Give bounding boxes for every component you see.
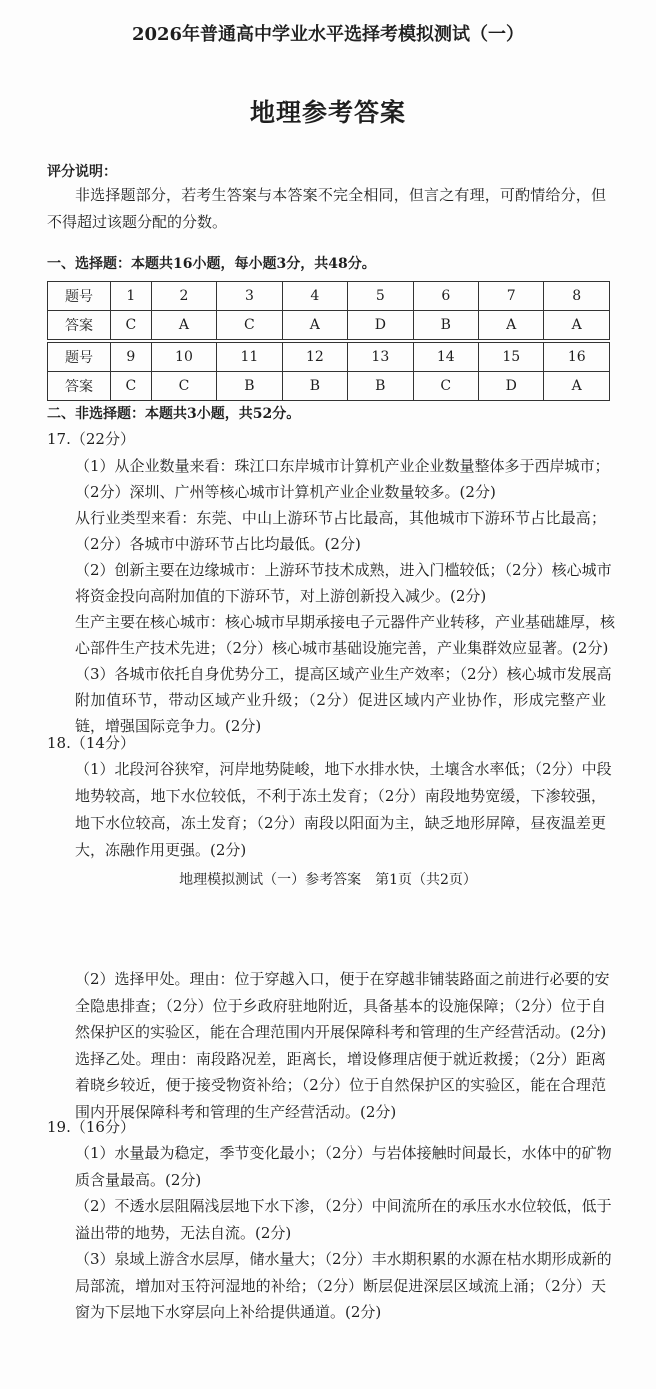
text-line: 然保护区的实验区，能在合理范围内开展保障科考和管理的生产经营活动。(2分) bbox=[75, 1023, 607, 1041]
page-footer: 地理模拟测试（一）参考答案 第1页（共2页） bbox=[179, 872, 477, 888]
text-line: （2分）各城市中游环节占比均最低。(2分) bbox=[75, 535, 361, 553]
text-line: （3）各城市依托自身优势分工，提高区域产业生产效率；（2分）核心城市发展高 bbox=[75, 665, 612, 683]
text-line: 围内开展保障科考和管理的生产经营活动。(2分) bbox=[75, 1102, 397, 1121]
text-line: 窗为下层地下水穿层向上补给提供通道。(2分) bbox=[75, 1303, 382, 1321]
table-cell: 11 bbox=[217, 341, 282, 372]
section1-heading: 一、选择题：本题共16小题，每小题3分，共48分。 bbox=[47, 256, 376, 272]
document-title: 2026年普通高中学业水平选择考模拟测试（一） bbox=[131, 24, 525, 45]
table-cell: 2 bbox=[151, 282, 216, 311]
table-cell: A bbox=[479, 311, 544, 342]
table-row bbox=[48, 282, 610, 311]
row-label: 题号 bbox=[48, 341, 111, 372]
text-line: 非选择题部分，若考生答案与本答案不完全相同，但言之有理，可酌情给分，但 bbox=[75, 186, 606, 204]
question-number: 17.（22分） bbox=[47, 430, 135, 448]
text-line: （1）北段河谷狭窄，河岸地势陡峻，地下水排水快，土壤含水率低；（2分）中段 bbox=[75, 760, 612, 778]
text-line: 不得超过该题分配的分数。 bbox=[47, 213, 228, 231]
table-row bbox=[48, 372, 610, 401]
table-cell: A bbox=[544, 311, 610, 342]
text-line: 全隐患排查；（2分）位于乡政府驻地附近，具备基本的设施保障；（2分）位于自 bbox=[75, 996, 606, 1015]
table-cell: B bbox=[282, 372, 347, 401]
notes-heading: 评分说明： bbox=[47, 164, 117, 180]
table-cell: 15 bbox=[479, 341, 544, 372]
text-line: （1）从企业数量来看：珠江口东岸城市计算机产业企业数量整体多于西岸城市； bbox=[75, 457, 610, 475]
text-line: （1）水量最为稳定，季节变化最小；（2分）与岩体接触时间最长，水体中的矿物 bbox=[75, 1144, 612, 1162]
table-cell: 7 bbox=[479, 282, 544, 311]
table-cell: D bbox=[479, 372, 544, 401]
text-line: 附加值环节，带动区域产业升级；（2分）促进区域内产业协作，形成完整产业 bbox=[75, 691, 606, 709]
table-cell: A bbox=[151, 311, 216, 342]
table-cell: 4 bbox=[282, 282, 347, 311]
question-number: 19.（16分） bbox=[47, 1118, 135, 1136]
text-line: 从行业类型来看：东莞、中山上游环节占比最高，其他城市下游环节占比最高； bbox=[75, 509, 606, 527]
table-cell: C bbox=[111, 311, 152, 342]
text-line: 将资金投向高附加值的下游环节，对上游创新投入减少。(2分) bbox=[75, 587, 487, 605]
text-line: （2）选择甲处。理由：位于穿越入口，便于在穿越非铺装路面之前进行必要的安 bbox=[75, 970, 610, 988]
table-cell: 16 bbox=[544, 341, 610, 372]
text-line: 生产主要在核心城市：核心城市早期承接电子元器件产业转移，产业基础雄厚，核 bbox=[75, 613, 616, 631]
table-cell: 1 bbox=[111, 282, 152, 311]
question-number: 18.（14分） bbox=[47, 734, 135, 752]
table-row bbox=[48, 311, 610, 342]
text-line: （2分）深圳、广州等核心城市计算机产业企业数量较多。(2分) bbox=[75, 483, 496, 501]
table-cell: 14 bbox=[413, 341, 478, 372]
table-cell: 5 bbox=[348, 282, 413, 311]
table-cell: 3 bbox=[217, 282, 282, 311]
table-cell: 9 bbox=[111, 341, 152, 372]
table-cell: B bbox=[413, 311, 478, 342]
table-cell: 8 bbox=[544, 282, 610, 311]
table-cell: A bbox=[544, 372, 610, 401]
row-label: 答案 bbox=[48, 311, 111, 342]
text-line: 选择乙处。理由：南段路况差，距离长，增设修理店便于就近救援；（2分）距离 bbox=[75, 1049, 606, 1068]
text-line: 地下水位较高，冻土发育；（2分）南段以阳面为主，缺乏地形屏障，昼夜温差更 bbox=[75, 814, 606, 832]
table-cell: C bbox=[413, 372, 478, 401]
document-subtitle: 地理参考答案 bbox=[249, 98, 406, 127]
table-cell: 10 bbox=[151, 341, 216, 372]
text-line: （3）泉域上游含水层厚，储水量大；（2分）丰水期积累的水源在枯水期形成新的 bbox=[75, 1250, 612, 1268]
text-line: 溢出带的地势，无法自流。(2分) bbox=[75, 1223, 292, 1242]
section2-heading: 二、非选择题：本题共3小题，共52分。 bbox=[47, 406, 301, 422]
text-line: 链，增强国际竞争力。(2分) bbox=[75, 717, 262, 735]
row-label: 答案 bbox=[48, 372, 111, 401]
table-cell: B bbox=[348, 372, 413, 401]
table-cell: 12 bbox=[282, 341, 347, 372]
table-cell: C bbox=[111, 372, 152, 401]
text-line: （2）创新主要在边缘城市：上游环节技术成熟，进入门槛较低；（2分）核心城市 bbox=[75, 561, 612, 579]
text-line: 心部件生产技术先进；（2分）核心城市基础设施完善，产业集群效应显著。(2分) bbox=[75, 639, 609, 657]
text-line: 局部流，增加对玉符河湿地的补给；（2分）断层促进深层区域流上涌；（2分）天 bbox=[75, 1276, 606, 1295]
table-cell: A bbox=[282, 311, 347, 342]
answer-table bbox=[47, 281, 610, 401]
table-cell: 6 bbox=[413, 282, 478, 311]
table-cell: B bbox=[217, 372, 282, 401]
table-cell: C bbox=[217, 311, 282, 342]
text-line: 着晓乡较近，便于接受物资补给；（2分）位于自然保护区的实验区，能在合理范 bbox=[75, 1076, 606, 1094]
text-line: 质含量最高。(2分) bbox=[75, 1170, 202, 1189]
text-line: 地势较高，地下水位较低，不利于冻土发育；（2分）南段地势宽缓，下渗较强， bbox=[75, 787, 606, 805]
row-label: 题号 bbox=[48, 282, 111, 311]
text-line: （2）不透水层阻隔浅层地下水下渗，（2分）中间流所在的承压水水位较低，低于 bbox=[75, 1197, 612, 1215]
text-line: 大，冻融作用更强。(2分) bbox=[75, 841, 247, 859]
table-cell: C bbox=[151, 372, 216, 401]
table-cell: D bbox=[348, 311, 413, 342]
table-cell: 13 bbox=[348, 341, 413, 372]
table-row bbox=[48, 341, 610, 372]
